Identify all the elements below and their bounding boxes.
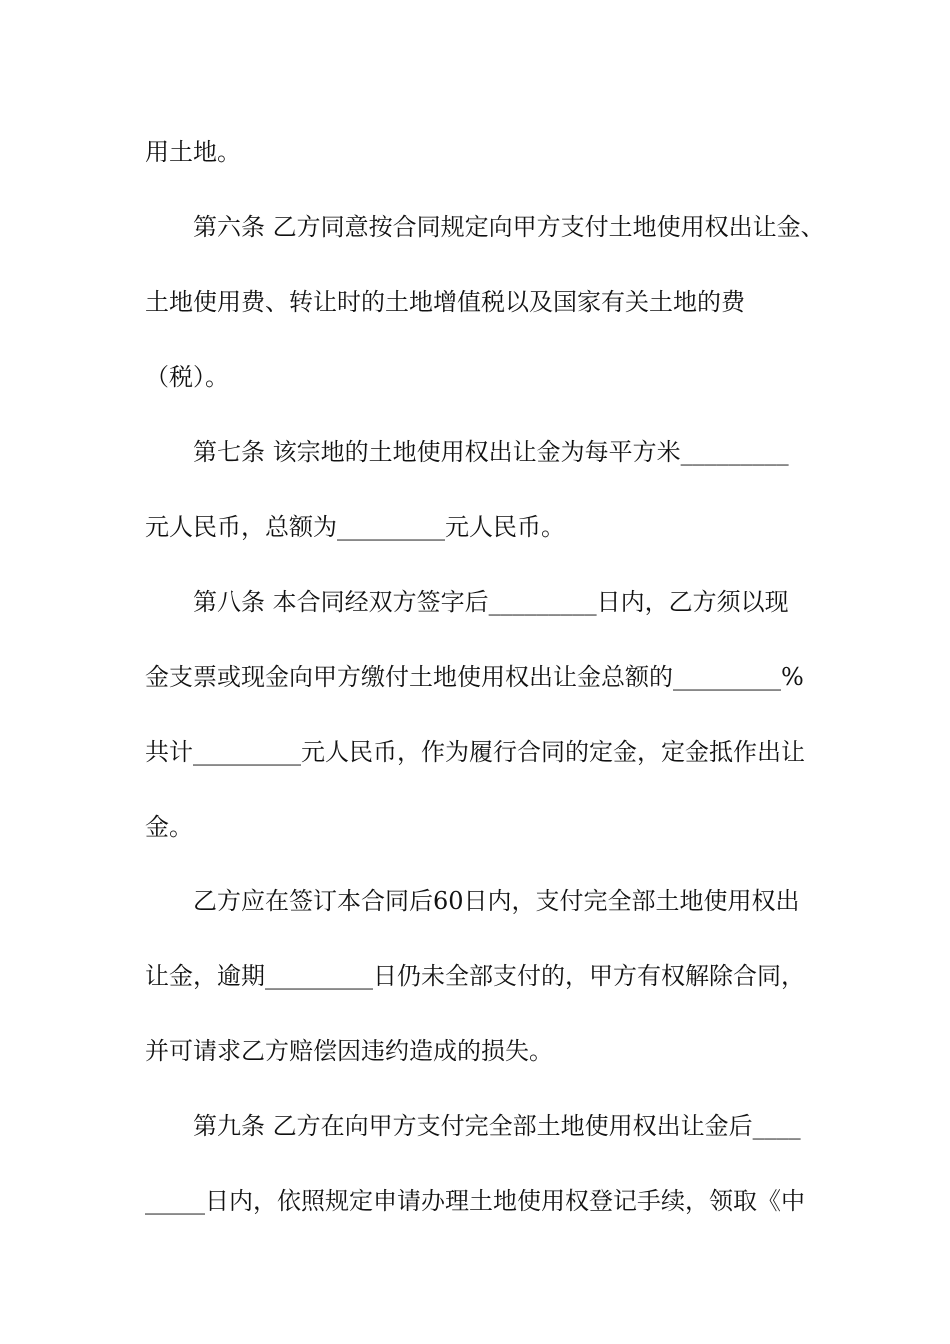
clause-7-line-1: 第七条 该宗地的土地使用权出让金为每平方米_________	[193, 438, 789, 466]
payment-para-line-1: 乙方应在签订本合同后60日内，支付完全部土地使用权出	[193, 887, 800, 915]
clause-8-line-3: 共计_________元人民币，作为履行合同的定金，定金抵作出让	[145, 738, 805, 766]
clause-6-line-1: 第六条 乙方同意按合同规定向甲方支付土地使用权出让金、	[193, 213, 825, 241]
clause-8-line-4: 金。	[145, 813, 193, 841]
text-line-1: 用土地。	[145, 138, 241, 166]
clause-6-line-3: （税）。	[145, 363, 229, 391]
payment-para-line-3: 并可请求乙方赔偿因违约造成的损失。	[145, 1037, 553, 1065]
clause-8-line-1: 第八条 本合同经双方签字后_________日内，乙方须以现	[193, 588, 789, 616]
clause-7-line-2: 元人民币，总额为_________元人民币。	[145, 513, 565, 541]
clause-9-line-1: 第九条 乙方在向甲方支付完全部土地使用权出让金后____	[193, 1112, 801, 1140]
payment-para-line-2: 让金，逾期_________日仍未全部支付的，甲方有权解除合同，	[145, 962, 805, 990]
clause-6-line-2: 土地使用费、转让时的土地增值税以及国家有关土地的费	[145, 288, 745, 316]
clause-9-line-2: _____日内，依照规定申请办理土地使用权登记手续，领取《中	[145, 1187, 805, 1215]
clause-8-line-2: 金支票或现金向甲方缴付土地使用权出让金总额的_________%	[145, 663, 804, 691]
